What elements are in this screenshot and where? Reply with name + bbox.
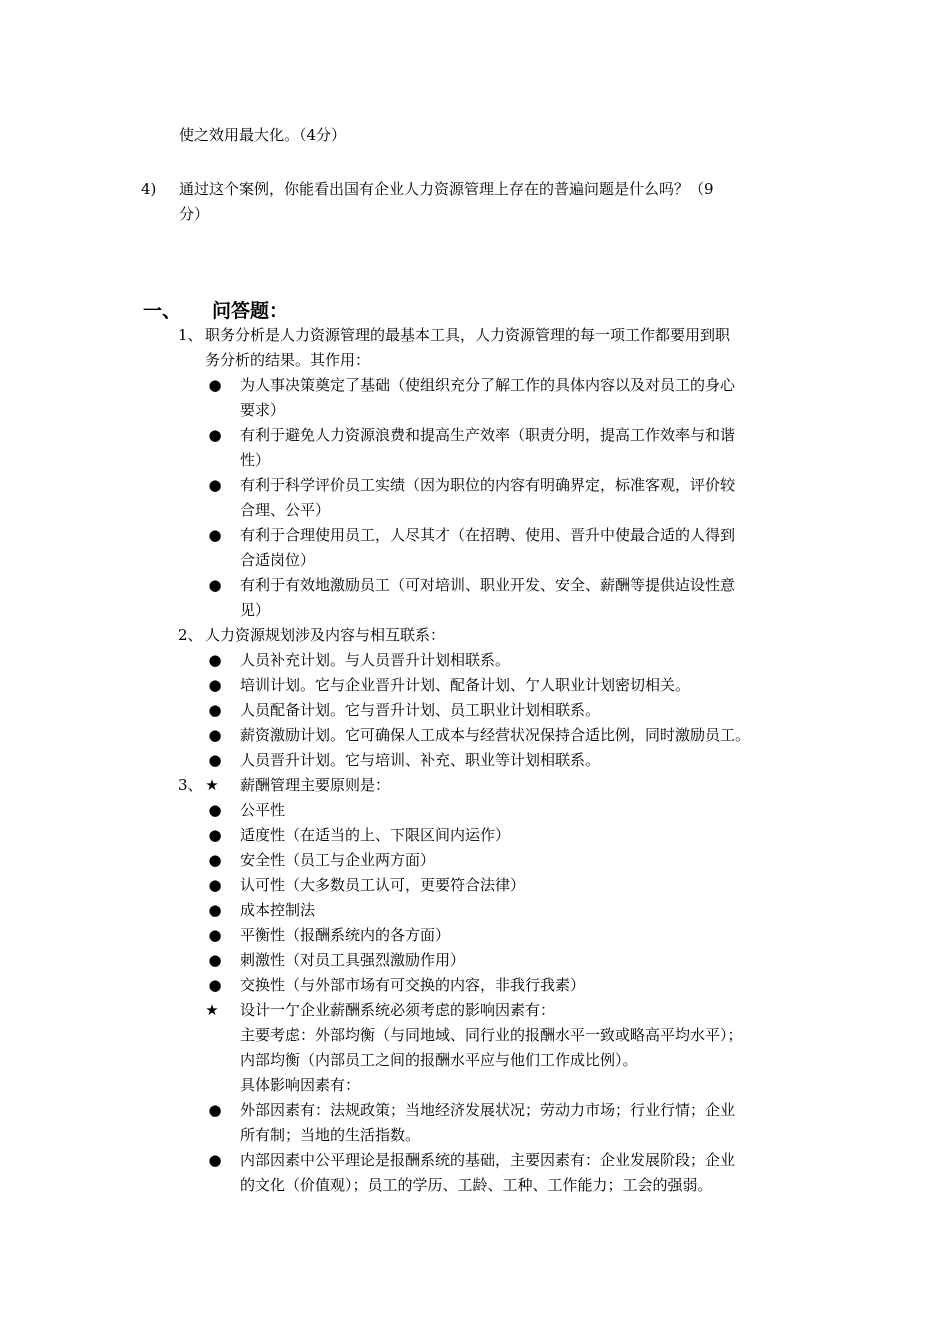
bullet-icon: ●	[208, 726, 222, 744]
design-line: 设计一亇企业薪酬系统必须考虑的影响因素有：	[240, 1001, 556, 1019]
list-item: 人员补充计划。与人员晋升计划相联系。	[240, 651, 511, 669]
bullet-icon: ●	[208, 801, 222, 819]
list-item: 刺激性（对员工具强烈激励作用）	[240, 951, 466, 969]
bullet-icon: ●	[208, 376, 222, 394]
item-number: 3、	[178, 776, 203, 794]
bullet-icon: ●	[208, 576, 222, 594]
item-number: 1、	[178, 326, 203, 344]
list-item: 公平性	[240, 801, 286, 819]
list-item: 外部因素有：法规政策；当地经济发展状况；劳动力市场；行业行情；企业	[240, 1101, 736, 1119]
list-item: 薪资激励计划。它可确保人工成本与经营状况保持合适比例，同时激励员工。	[240, 726, 751, 744]
list-item: 有利于有效地激励员工（可对培训、职业开发、安全、薪酬等提供迠设性意	[240, 576, 736, 594]
list-item: 有利于合理使用员工，人尽其才（在招聘、使用、晋升中使最合适的人得到	[240, 526, 736, 544]
star-icon: ★	[205, 1001, 219, 1019]
bullet-icon: ●	[208, 951, 222, 969]
main-consideration-line1: 主要考虑：外部均衡（与同地域、同行业的报酬水平一致或略高平均水平）；	[240, 1026, 743, 1044]
bullet-icon: ●	[208, 701, 222, 719]
bullet-icon: ●	[208, 476, 222, 494]
list-item: 要求）	[240, 401, 286, 419]
bullet-icon: ●	[208, 851, 222, 869]
item-text-line1: 人力资源规划涉及内容与相互联系：	[205, 626, 446, 644]
list-item: 适度性（在适当的上、下限区间内运作）	[240, 826, 511, 844]
star-icon: ★	[205, 776, 219, 794]
item-text-line1: 职务分析是人力资源管理的最基本工具，人力资源管理的每一项工作都要用到职	[205, 326, 731, 344]
list-item: 见）	[240, 601, 271, 619]
list-item: 为人事决策奠定了基础（使组织充分了解工作的具体内容以及对员工的身心	[240, 376, 736, 394]
specific-factors-label: 具体影响因素有：	[240, 1076, 361, 1094]
list-item: 交换性（与外部市场有可交换的内容，非我行我素）	[240, 976, 586, 994]
bullet-icon: ●	[208, 751, 222, 769]
list-item: 人员晋升计划。它与培训、补充、职业等计划相联系。	[240, 751, 601, 769]
bullet-icon: ●	[208, 676, 222, 694]
list-item: 内部因素中公平理论是报酬系统的基础，主要因素有：企业发展阶段；企业	[240, 1151, 736, 1169]
list-item: 培训计划。它与企业晋升计划、配备计划、亇人职业计划密切相关。	[240, 676, 691, 694]
bullet-icon: ●	[208, 426, 222, 444]
bullet-icon: ●	[208, 1101, 222, 1119]
list-item: 安全性（员工与企业两方面）	[240, 851, 436, 869]
list-item: 合适岗位）	[240, 551, 316, 569]
list-item: 人员配备计划。它与晋升计划、员工职业计划相联系。	[240, 701, 601, 719]
bullet-icon: ●	[208, 651, 222, 669]
question-text-line1: 通过这个案例，你能看出国有企业人力资源管理上存在的普遍问题是什么吗？（9	[179, 180, 714, 198]
list-item: 性）	[240, 451, 271, 469]
item-text-line1: 薪酬管理主要原则是：	[240, 776, 391, 794]
bullet-icon: ●	[208, 1151, 222, 1169]
list-item: 所有制；当地的生活指数。	[240, 1126, 421, 1144]
question-text-line2: 分）	[179, 205, 210, 223]
section-title: 问答题：	[212, 300, 289, 322]
continued-line: 使之效用最大化。（4分）	[179, 126, 347, 144]
list-item: 平衡性（报酬系统内的各方面）	[240, 926, 451, 944]
list-item: 合理、公平）	[240, 501, 331, 519]
list-item: 成本控制法	[240, 901, 316, 919]
bullet-icon: ●	[208, 876, 222, 894]
list-item: 认可性（大多数员工认可，更要符合法律）	[240, 876, 526, 894]
item-text-line2: 务分析的结果。其作用：	[205, 351, 371, 369]
list-item: 的文化（价值观）；员工的学历、工龄、工种、工作能力；工会的强弱。	[240, 1176, 713, 1194]
bullet-icon: ●	[208, 926, 222, 944]
bullet-icon: ●	[208, 526, 222, 544]
question-number: 4)	[141, 180, 157, 198]
bullet-icon: ●	[208, 901, 222, 919]
item-number: 2、	[178, 626, 203, 644]
list-item: 有利于科学评价员工实绩（因为职位的内容有明确界定，标准客观，评价较	[240, 476, 736, 494]
list-item: 有利于避免人力资源浪费和提高生产效率（职责分明，提高工作效率与和谐	[240, 426, 736, 444]
section-number: 一、	[143, 300, 182, 322]
bullet-icon: ●	[208, 976, 222, 994]
bullet-icon: ●	[208, 826, 222, 844]
main-consideration-line2: 内部均衡（内部员工之间的报酬水平应与他们工作成比例）。	[240, 1051, 638, 1069]
